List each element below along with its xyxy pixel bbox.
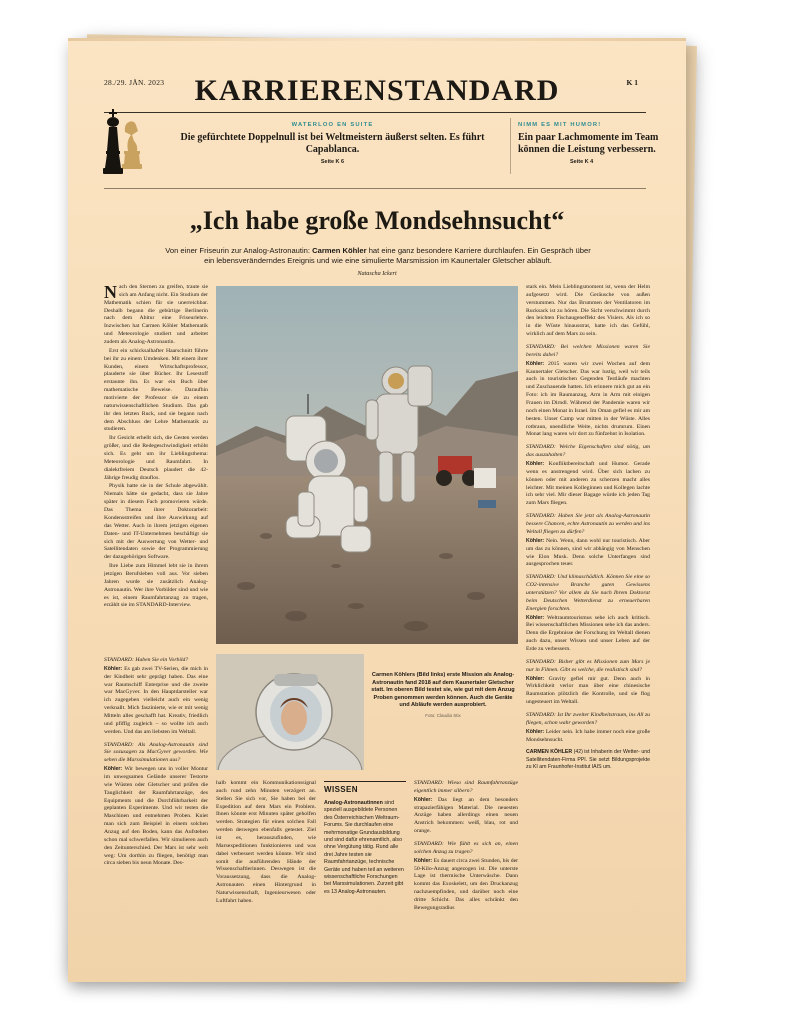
issue-date: 28./29. JÄN. 2023 — [104, 78, 165, 87]
teaser-page-ref: Seite K 6 — [320, 159, 345, 165]
interview-question: STANDARD: Wieso sind Raumfahrtanzüge eigentlich immer silbern? — [414, 780, 518, 794]
interview-answer: Köhler: Wir bewegen uns in voller Montur im unwegsamen Gelände unserer Testorte wie Wüsten oder Gletscher und prüfen die Tauglichkeit der Raumfahrtanzüge, des Equipments und die Durchführbarkeit der geplanten Experimente. Und wir testen die Maschinen und entnehmen Proben. Kniet man sich zum Beispiel in einem solchen Anzug auf den Boden, kann das Aufstehen schon mal schwerfallen. Wir simulieren auch den Zeitunterschied. Der Mars ist sehr weit weg: Um dorthin zu fliegen, benötigt man circa sieben bis neun Monate. Des- — [104, 766, 208, 867]
article-paragraph: Ihr Gesicht erhellt sich, die Gesten werden größer, und die Redegeschwindigkeit erhöht sich. Es geht um ihr Lieblingsthema: Meteorologie und Raumfahrt. In dialektfreiem Deutsch plaudert die 42-Jährige freudig drauflos. — [104, 435, 208, 481]
article-paragraph: halb kommt ein Kommunikationssignal auch rund zehn Minuten verzögert an. Stellen Sie sich vor, Sie haben bei der Expedition auf dem Mars ein Problem. Ihnen könnte erst Minuten später geholfen werden. Strategien für einen solchen Fall werden deswegen ebenfalls getestet. Ziel ist es, herauszufinden, wie Marsexpeditionen funktionieren und was dabei verbessert werden könnte. Wir sind somit die ausführenden Hände der Wissenschaftlerinnen. Deswegen ist die Voraussetzung, dass die Analog-Astronauten einen Hintergrund in Naturwissenschaft, Ingenieurwesen oder Luftfahrt haben. — [216, 780, 316, 904]
interview-answer: Köhler: Leider nein. Ich habe immer noch eine große Mondsehnsucht. — [526, 728, 650, 743]
article-paragraph: Ihre Liebe zum Himmel lebt sie in ihrem jetzigen Berufsleben voll aus. Vor sieben Jahren wurde sie zusätzlich Analog-Astronautin. Wer ihre Vorbilder sind und wie es ist, einem Raumfahrtanzug zu tragen, erzählt sie im STANDARD-Interview. — [104, 563, 208, 609]
teaser-divider — [510, 118, 511, 174]
article-column-3 — [414, 780, 518, 978]
wissen-box — [324, 781, 406, 896]
portrait-photo-astronaut — [216, 654, 364, 770]
article-paragraph: stark ein. Mein Lieblingsmoment ist, wenn der Helm aufgesetzt wird. Die Geräusche von außen verstummen. Nur das Brummen der Ventilatoren im Rucksack ist zu hören. Die Sicht verschwimmt durch den leichten Fischaugeneffekt des Visiers. Als ich so in die Wüste hinausstrat, hatte ich das Gefühl, wirklich auf dem Mars zu sein. — [526, 284, 650, 338]
interview-answer: Köhler: Gravity gefiel mir gut. Denn auch in Wirklichkeit verlor man über eine chinesische Raumstation plötzlich die Kontrolle, und sie flog ungesteuert im Weltall. — [526, 675, 650, 706]
interview-question: STANDARD: Ist Ihr zweiter Kindheitstraum, ins All zu fliegen, schon wahr geworden? — [526, 711, 650, 726]
dropcap: N — [104, 284, 117, 302]
chess-pieces-icon — [102, 102, 146, 180]
photo-caption: Carmen Köhlers (Bild links) erste Mission als Analog-Astronautin fand 2018 auf dem Kaunertaler Gletscher statt. Im oberen Bild testet sie, wie gut mit dem Anzug Proben genommen werden können. Auch die Geräte und Abläufe werden ausprobiert. Foto: Claudia Stix — [368, 672, 518, 719]
interview-question: STANDARD: Als Analog-Astronautin sind Sie sozusagen zu MacGyver geworden. Wie sehen die Marssimulationen aus? — [104, 741, 208, 764]
newspaper-page — [68, 38, 686, 982]
interview-question: STANDARD: Bei welchen Missionen waren Sie bereits dabei? — [526, 344, 650, 358]
interview-question: STANDARD: Und klimaschädlich. Können Sie eine so CO2-intensive Branche guten Gewissens unterstützen? Vor allem da Sie nach Ihrem Doktorat beim Deutschen Wetterdienst zu erneuerbaren Energien forschten. — [526, 574, 650, 612]
photo-credit: Foto: Claudia Stix — [425, 712, 461, 718]
article-column-2 — [216, 780, 316, 978]
newspaper-title: KARRIERENSTANDARD — [194, 74, 560, 107]
article-headline: „Ich habe große Mondsehnsucht“ — [189, 206, 565, 235]
teaser-page-ref: Seite K 4 — [570, 159, 594, 165]
interview-answer: Köhler: Konfliktbereitschaft und Humor. Gerade wenn es anstrengend wird. Über sich lachen zu können oder mit anderen zu scherzen macht alles leichter. Mit meinen Kolleginnen und Kollegen lachte ich sehr viel. Mir dieser Bagage würde ich jeden Tag zum Mars fliegen. — [526, 461, 650, 507]
article-paragraph: Nach den Sternen zu greifen, traute sie sich am Anfang nicht. Ein Studium der Mathematik schien für sie unerreichbar. Deshalb begann die gebürtige Berlinerin nach dem Abitur eine Friseurlehre. Inzwischen hat Carmen Köhler Mathematik und Meteorologie studiert und arbeitet zudem als Analog-Astronautin. — [104, 284, 208, 346]
interview-question: STANDARD: Bisher gibt es Missionen zum Mars je nur in Filmen. Gibt es welche, die realistisch sind? — [526, 658, 650, 673]
author-byline: Natascha Ickert — [357, 270, 397, 277]
deck-name: Carmen Köhler — [312, 246, 367, 255]
interview-question: STANDARD: Wie fühlt es sich an, einen solchen Anzug zu tragen? — [414, 841, 518, 855]
interview-question: STANDARD: Welche Eigenschaften sind nötig, um das auszuhalten? — [526, 444, 650, 459]
interview-answer: Köhler: Es dauert circa zwei Stunden, bis der 50-Kilo-Anzug angezogen ist. Die unterste Lage ist thermische Unterwäsche. Dann kommt das Exoskelett, um den Druckanzug nachzuempfinden, und darüber noch eine dritte Schicht. Das alles schränkt den Bewegungsradius — [414, 857, 518, 911]
page-number: K 1 — [626, 78, 638, 87]
teaser-kicker: WATERLOO EN SUITE — [291, 122, 374, 128]
teaser-text: Die gefürchtete Doppelnull ist bei Weltmeistern äußerst selten. Es führt Capablanca. — [180, 132, 485, 155]
article-deck — [160, 246, 596, 267]
interview-answer: Köhler: Nein. Wenn, dann wohl nur touristisch. Aber um das zu können, sind wir abhängig von Menschen wie Elon Musk. Denn solche Unterfangen sind ausgesprochen teuer. — [526, 537, 650, 568]
article-paragraph: Erst ein schicksalhafter Haarschnitt führte bei ihr zu einem Umdenken. Mit einem ihrer Kunden, einem Wirtschaftsprofessor, plauderte sie über Bücher. Ihr Lesestoff erstaunte ihn. Es war ein Buch über mathematische Beweise. Daraufhin motivierte der Professor sie zu einem naturwissenschaftlichen Studium. Das gab ihr den letzten Ruck, und sie begann nach dem Abschluss der Lehre Mathematik zu studieren. — [104, 347, 208, 433]
interview-answer: Köhler: Das liegt an dem besonders strapazierfähigen Material. Die neuesten Anzüge haben allerdings einen neuen Anstrich bekommen: weiß, blau, rot und orange. — [414, 796, 518, 835]
teaser-kicker: NIMM ES MIT HUMOR! — [518, 122, 602, 128]
wissen-heading: WISSEN — [324, 785, 358, 794]
author-bio: CARMEN KÖHLER (42) ist Inhaberin der Wetter- und Satellitendaten-Firma PPI. Sie setzt Bildungsprojekte zu KI am Fraunhofer-Institut IAIS um. — [526, 749, 650, 770]
masthead-rule — [104, 112, 646, 113]
article-column-1 — [104, 284, 208, 644]
interview-answer: Köhler: Es gab zwei TV-Serien, die mich in der Kindheit sehr geprägt haben. Das eine war Raumschiff Enterprise und die zweite war MacGyver. In den Hauptdarsteller war ich zugegeben vielleicht auch ein wenig verknallt. Mich faszinierte, wie er mit wenig Mitteln alles geschafft hat. Kreativ, friedlich und pfiffig zugleich – so wollte ich auch werden. Und das am liebsten im Weltall. — [104, 665, 208, 735]
masthead — [68, 38, 686, 218]
deck-text: hat eine ganz besondere Karriere durchlaufen. Ein Gespräch über ein lebensveränderndes Ereignis und wie eine simulierte Marsmission im Kaunertaler Gletscher abläuft. — [204, 246, 591, 266]
article-column-right — [526, 284, 650, 978]
article-paragraph: Physik hatte sie in der Schule abgewählt. Niemals hätte sie gedacht, dass sie Jahre später in diesem Fach promovieren würde. Das Thema ihrer Doktorarbeit: Kondensstreifen und ihre Auswirkung auf das Wetter. Auch in ihrem jetzigen eigenen Daten- und IT-Unternehmen beschäftigt sie sich mit der Auswertung von Wetter- und Satellitendaten sowie der Programmierung der dazugehörigen Software. — [104, 483, 208, 561]
deck-text: Von einer Friseurin zur Analog-Astronautin: — [165, 246, 313, 255]
interview-answer: Köhler: Weltraumtourismus sehe ich auch kritisch. Bei wissenschaftlichen Missionen sehe ich das anders. Denn die Ergebnisse der Forschung im Weltall dienen auch dazu, unser Wissen und unser Leben auf der Erde zu verbessern. — [526, 614, 650, 652]
teaser-chess[interactable] — [160, 122, 505, 165]
teaser-humor[interactable] — [518, 122, 668, 165]
teaser-rule — [104, 188, 646, 189]
wissen-text: Analog-Astronautinnen sind speziell ausgebildete Personen des Österreichischen Weltraum-Forums. Sie durchlaufen eine mehrmonatige Grundausbildung und sind dafür ehrenamtlich, also ohne Vergütung tätig. Rund alle drei Jahre testen sie Raumfahrtanzüge, technische Geräte und haben teil an weiteren wissenschaftliche Forschungen bei Marssimulationen. Zurzeit gibt es 13 Analog-Astronauten. — [324, 800, 404, 895]
interview-question: STANDARD: Haben Sie jetzt als Analog-Astronautin bessere Chancen, echte Astronautin zu werden und ins Weltall fliegen zu dürfen? — [526, 513, 650, 535]
interview-question: STANDARD: Haben Sie ein Vorbild? — [104, 657, 189, 663]
article-column-1b — [104, 652, 208, 978]
teaser-text: Ein paar Lachmomente im Team können die Leistung verbessern. — [518, 132, 659, 155]
main-photo-astronauts-glacier — [216, 286, 518, 644]
interview-answer: Köhler: 2015 waren wir zwei Wochen auf dem Kaunertaler Gletscher. Das war lustig, weil wir teils auch in touristischen Gegenden Testläufe machten und Zuschauende hatten. Ich erinnere mich gut an ein Foto: ich im Raumanzug, Arm in Arm mit einigen Frauen im Dirndl. Während der Pandemie waren wir noch einen Monat in Israel. Im Oman gefiel es mir am besten. Unser Camp war mitten in der Wüste. Alles rotbraun, unendliche Weite, nichts drumrum. Einen Monat lang waren wir dort zu fünfzehnt in Isolation. — [526, 360, 650, 438]
